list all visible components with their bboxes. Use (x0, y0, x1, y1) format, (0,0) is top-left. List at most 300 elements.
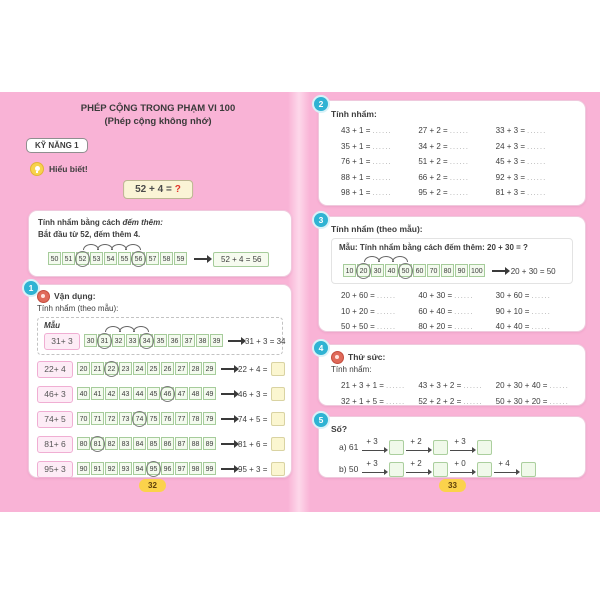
number-cell: 74 (133, 412, 146, 425)
section4-box (318, 344, 586, 406)
number-cell: 96 (161, 462, 174, 475)
problem-row (341, 304, 573, 320)
chain-step-label: + 3 (366, 458, 378, 468)
number-cell: 37 (182, 334, 195, 347)
problem-row (341, 319, 573, 335)
problem (496, 319, 573, 335)
number-cell: 49 (203, 387, 216, 400)
expression: 10 + 20 = (341, 306, 375, 316)
chain-arrow (449, 436, 476, 455)
number-cell: 90 (77, 462, 90, 475)
number-strip (48, 250, 188, 268)
number-cell: 29 (203, 362, 216, 375)
answer-blank: ...... (372, 126, 392, 135)
chain-arrow (405, 436, 432, 455)
number-cell: 10 (343, 264, 356, 277)
counting-instruction-1b: đếm thêm: (122, 218, 163, 227)
number-cell: 88 (189, 437, 202, 450)
chain-arrow (361, 436, 388, 455)
problem-row (341, 154, 573, 170)
hop-arc (125, 244, 141, 250)
number-cell: 38 (196, 334, 209, 347)
chain-start-label: a) 61 (339, 442, 359, 452)
number-cell: 97 (175, 462, 188, 475)
lesson-title (20, 102, 296, 129)
problem (341, 378, 418, 394)
expression: 80 + 20 = (418, 322, 453, 331)
number-strip (77, 460, 217, 478)
expression: 46 + 3 = (238, 389, 268, 399)
section2-header: Tính nhẩm: (331, 109, 377, 119)
expression: 43 + 1 = (341, 126, 371, 135)
number-cell: 42 (105, 387, 118, 400)
number-cell: 30 (371, 264, 384, 277)
problem (418, 123, 495, 139)
expression: 20 + 60 = (341, 291, 375, 300)
number-cell: 33 (126, 334, 139, 347)
number-cell: 73 (119, 412, 132, 425)
chain-step-label: + 2 (410, 436, 422, 446)
number-cell: 70 (77, 412, 90, 425)
number-cell: 23 (119, 362, 132, 375)
problem (341, 123, 418, 139)
problem-row (341, 394, 573, 410)
number-cell: 53 (90, 252, 103, 265)
number-chain (339, 436, 573, 458)
number-cell: 76 (161, 412, 174, 425)
arrow-icon (221, 418, 234, 420)
expression: 27 + 2 = (418, 126, 448, 135)
number-cell: 79 (203, 412, 216, 425)
expression: 34 + 2 = (418, 141, 448, 151)
problem (341, 170, 418, 186)
model-result: 20 + 30 = 50 (510, 266, 556, 276)
addition-label: 46+ 3 (37, 386, 73, 403)
number-cell: 50 (399, 264, 412, 277)
expression: 45 + 3 = (495, 157, 526, 166)
section-badge: 1 (22, 279, 40, 297)
section5-box (318, 416, 586, 478)
expression: 51 + 2 = (418, 157, 448, 166)
number-cell: 87 (175, 437, 188, 450)
problem-grid (341, 378, 573, 409)
number-cell: 52 (76, 252, 89, 265)
number-cell: 78 (189, 412, 202, 425)
problem (496, 185, 573, 201)
chain-box (521, 462, 536, 477)
number-cell: 41 (91, 387, 104, 400)
number-cell: 51 (62, 252, 75, 265)
number-cell: 45 (147, 387, 160, 400)
number-strip (84, 332, 224, 350)
answer-blank: ...... (454, 322, 474, 331)
page-number-right: 33 (439, 479, 466, 492)
number-cell: 27 (175, 362, 188, 375)
left-page (20, 96, 296, 496)
answer-box (271, 387, 285, 401)
application-box (28, 284, 292, 478)
problem (496, 394, 573, 410)
answer-blank: ...... (385, 396, 406, 406)
problem (496, 139, 573, 155)
addition-label: 81+ 6 (37, 436, 73, 453)
chain-box (477, 440, 492, 455)
number-cell: 43 (119, 387, 132, 400)
number-cell: 90 (455, 264, 468, 277)
answer-blank: ...... (463, 381, 483, 390)
number-cell: 56 (132, 252, 145, 265)
apply-icon (37, 290, 50, 303)
expression: 74 + 5 = (238, 414, 268, 424)
number-cell: 22 (105, 362, 118, 375)
number-cell: 75 (147, 412, 160, 425)
addition-label: 95+ 3 (37, 461, 73, 478)
expression: 24 + 3 = (495, 141, 526, 151)
section-badge: 4 (312, 339, 330, 357)
expression: 21 + 3 + 1 = (341, 381, 384, 390)
expression: 40 + 40 = (495, 322, 530, 331)
skill-badge: KỸ NĂNG 1 (26, 138, 88, 153)
number-cell: 48 (189, 387, 202, 400)
practice-row (37, 410, 283, 428)
number-cell: 30 (84, 334, 97, 347)
number-cell: 95 (147, 462, 160, 475)
number-cell: 55 (118, 252, 131, 265)
expression: 30 + 60 = (495, 291, 530, 300)
number-strip (77, 410, 217, 428)
number-cell: 86 (161, 437, 174, 450)
answer-blank: ...... (463, 396, 483, 406)
number-cell: 70 (427, 264, 440, 277)
number-cell: 85 (147, 437, 160, 450)
problem (418, 304, 495, 320)
page-number-left: 32 (139, 479, 166, 492)
problem-row (341, 123, 573, 139)
expression: 20 + 30 + 40 = (495, 381, 548, 390)
number-cell: 24 (133, 362, 146, 375)
arrow-icon (228, 340, 241, 342)
challenge-header-label: Thử sức: (348, 352, 386, 362)
section3-header: Tính nhẩm (theo mẫu): (331, 224, 423, 234)
lesson-title-line1: PHÉP CỘNG TRONG PHẠM VI 100 (80, 103, 236, 114)
number-cell: 21 (91, 362, 104, 375)
section4-subheader: Tính nhẩm: (331, 365, 372, 374)
problem (496, 304, 573, 320)
number-cell: 36 (168, 334, 181, 347)
expression: 50 + 50 = (341, 322, 375, 331)
model-strip-row (343, 262, 565, 280)
number-cell: 98 (189, 462, 202, 475)
lesson-title-line2: (Phép cộng không nhớ) (104, 116, 212, 128)
understanding-header (30, 162, 88, 176)
right-page (306, 96, 590, 496)
section-badge: 2 (312, 95, 330, 113)
number-cell: 94 (133, 462, 146, 475)
problem (496, 154, 573, 170)
number-cell: 40 (385, 264, 398, 277)
expression: 90 + 10 = (495, 306, 530, 316)
problem (418, 319, 495, 335)
section-badge: 3 (312, 211, 330, 229)
chain-step-label: + 0 (454, 458, 466, 468)
expression: 40 + 30 = (418, 291, 453, 300)
answer-blank: ...... (527, 126, 547, 135)
problem (418, 394, 495, 410)
understanding-label: Hiểu biết! (49, 164, 88, 174)
problem (418, 288, 495, 304)
answer-blank: ...... (527, 157, 547, 166)
answer-blank: ...... (372, 172, 392, 182)
counting-instruction-1 (38, 217, 282, 229)
number-cell: 20 (77, 362, 90, 375)
result-expression: 31 + 3 = 34 (245, 336, 286, 346)
chain-box (433, 462, 448, 477)
answer-blank: ...... (372, 157, 392, 166)
problem-row (341, 378, 573, 394)
problem (418, 139, 495, 155)
number-cell: 40 (77, 387, 90, 400)
expression: 52 + 2 + 2 = (418, 396, 462, 406)
example-model-box (37, 317, 286, 355)
number-cell: 28 (189, 362, 202, 375)
lightbulb-icon (30, 162, 44, 176)
number-strip (77, 360, 217, 378)
arrow-icon (492, 270, 505, 272)
answer-blank: ...... (527, 172, 547, 182)
answer-blank: ...... (531, 306, 551, 316)
expression: 88 + 1 = (341, 172, 371, 182)
number-cell: 72 (105, 412, 118, 425)
answer-blank: ...... (549, 381, 569, 390)
number-cell: 83 (119, 437, 132, 450)
chain-box (389, 440, 404, 455)
application-header (37, 290, 283, 303)
number-strip (343, 262, 486, 280)
section-badge: 5 (312, 411, 330, 429)
expression: 50 + 30 + 20 = (495, 396, 548, 406)
number-cell: 71 (91, 412, 104, 425)
number-cell: 80 (441, 264, 454, 277)
expression: 81 + 3 = (495, 188, 526, 197)
number-cell: 39 (210, 334, 223, 347)
answer-blank: ...... (449, 157, 470, 166)
problem (418, 154, 495, 170)
problem (341, 288, 418, 304)
question-mark: ? (174, 184, 181, 195)
number-cell: 99 (203, 462, 216, 475)
expression: 32 + 1 + 5 = (341, 396, 384, 406)
number-chain (339, 458, 573, 480)
chain-arrow (405, 458, 432, 477)
number-cell: 81 (91, 437, 104, 450)
model-box (331, 238, 573, 284)
model-text: Mẫu: Tính nhẩm bằng cách đếm thêm: 20 + 30 = ? (339, 243, 528, 252)
problem-row (341, 170, 573, 186)
number-cell: 35 (154, 334, 167, 347)
number-cell: 47 (175, 387, 188, 400)
problem (418, 170, 495, 186)
answer-blank: ...... (376, 306, 397, 316)
answer-blank: ...... (549, 396, 569, 406)
practice-row (37, 385, 283, 403)
arrow-icon (221, 443, 234, 445)
number-cell: 20 (357, 264, 370, 277)
problem (496, 123, 573, 139)
answer-blank: ...... (527, 141, 547, 151)
chain-box (477, 462, 492, 477)
expression: 60 + 40 = (418, 306, 453, 316)
problem (341, 139, 418, 155)
number-cell: 93 (119, 462, 132, 475)
problem (341, 304, 418, 320)
answer-box (271, 412, 285, 426)
practice-row (37, 460, 283, 478)
practice-row (37, 435, 283, 453)
number-cell: 32 (112, 334, 125, 347)
model-label: Mẫu (44, 321, 60, 330)
expression: 66 + 2 = (418, 172, 448, 182)
number-cell: 50 (48, 252, 61, 265)
number-strip (77, 435, 217, 453)
addition-label: 22+ 4 (37, 361, 73, 378)
problem (341, 185, 418, 201)
expression: 81 + 6 = (238, 439, 268, 449)
arrow-icon (194, 258, 207, 260)
number-cell: 82 (105, 437, 118, 450)
arrow-icon (221, 393, 234, 395)
number-cell: 100 (469, 264, 485, 277)
expression: 22 + 4 = (238, 364, 268, 374)
counting-method-box (28, 210, 292, 277)
addition-label: 74+ 5 (37, 411, 73, 428)
counting-instruction-2: Bắt đầu từ 52, đếm thêm 4. (38, 230, 141, 239)
answer-blank: ...... (449, 172, 470, 182)
example-problem (123, 180, 193, 199)
expression: 92 + 3 = (495, 172, 526, 182)
problem (496, 378, 573, 394)
number-strip (77, 385, 217, 403)
problem-row (341, 185, 573, 201)
hop-arc (133, 326, 149, 332)
expression: 33 + 3 = (495, 126, 526, 135)
chain-box (433, 440, 448, 455)
answer-blank: ...... (449, 126, 470, 135)
expression: 95 + 2 = (418, 188, 448, 197)
number-cell: 44 (133, 387, 146, 400)
hop-arc (392, 256, 408, 262)
chain-step-label: + 2 (410, 458, 422, 468)
problem (341, 154, 418, 170)
example-expression: 52 + 4 = (135, 184, 172, 195)
answer-blank: ...... (527, 188, 547, 197)
answer-blank: ...... (531, 291, 551, 300)
answer-box (271, 462, 285, 476)
number-chains (331, 436, 573, 480)
expression: 76 + 1 = (341, 157, 371, 166)
problem (341, 319, 418, 335)
number-cell: 34 (140, 334, 153, 347)
expression: 98 + 1 = (341, 188, 371, 197)
number-cell: 46 (161, 387, 174, 400)
chain-box (389, 462, 404, 477)
number-cell: 89 (203, 437, 216, 450)
problem-row (341, 288, 573, 304)
counting-instruction-1a: Tính nhẩm bằng cách (38, 218, 123, 227)
challenge-header (331, 351, 573, 364)
demo-result: 52 + 4 = 56 (213, 252, 269, 267)
expression: 95 + 3 = (238, 464, 268, 474)
number-cell: 84 (133, 437, 146, 450)
problem (418, 185, 495, 201)
arrow-icon (221, 468, 234, 470)
practice-row (37, 360, 283, 378)
demo-strip-row (48, 250, 282, 268)
number-cell: 25 (147, 362, 160, 375)
chain-step-label: + 4 (498, 458, 510, 468)
answer-blank: ...... (531, 322, 551, 331)
number-cell: 77 (175, 412, 188, 425)
chain-step-label: + 3 (366, 436, 378, 446)
number-cell: 57 (146, 252, 159, 265)
number-cell: 80 (77, 437, 90, 450)
application-subtitle: Tính nhẩm (theo mẫu): (37, 304, 119, 313)
section5-header: Số? (331, 424, 348, 434)
number-cell: 31 (98, 334, 111, 347)
problem-row (341, 139, 573, 155)
problem (418, 378, 495, 394)
problem-grid (341, 123, 573, 201)
answer-blank: ...... (376, 322, 397, 331)
section3-box (318, 216, 586, 332)
answer-box (271, 437, 285, 451)
problem (341, 394, 418, 410)
answer-blank: ...... (449, 188, 470, 197)
number-cell: 59 (174, 252, 187, 265)
answer-blank: ...... (454, 306, 474, 316)
section2-box (318, 100, 586, 206)
answer-blank: ...... (372, 188, 392, 197)
chain-arrow (449, 458, 476, 477)
chain-start-label: b) 50 (339, 464, 359, 474)
number-cell: 60 (413, 264, 426, 277)
model-practice-row (44, 332, 286, 350)
number-cell: 26 (161, 362, 174, 375)
application-header-label: Vận dụng: (54, 291, 96, 301)
practice-rows (37, 360, 283, 478)
expression: 43 + 3 + 2 = (418, 381, 462, 390)
arrow-icon (221, 368, 234, 370)
chain-arrow (361, 458, 388, 477)
answer-blank: ...... (454, 291, 474, 300)
answer-blank: ...... (449, 141, 470, 151)
number-cell: 92 (105, 462, 118, 475)
answer-blank: ...... (376, 291, 397, 300)
number-cell: 54 (104, 252, 117, 265)
expression: 35 + 1 = (341, 141, 371, 151)
answer-box (271, 362, 285, 376)
challenge-icon (331, 351, 344, 364)
model-row (44, 332, 286, 350)
number-cell: 91 (91, 462, 104, 475)
addition-label: 31+ 3 (44, 333, 80, 350)
chain-step-label: + 3 (454, 436, 466, 446)
problem (496, 170, 573, 186)
answer-blank: ...... (385, 381, 406, 390)
number-cell: 58 (160, 252, 173, 265)
chain-arrow (493, 458, 520, 477)
problem (496, 288, 573, 304)
problem-grid (341, 288, 573, 335)
